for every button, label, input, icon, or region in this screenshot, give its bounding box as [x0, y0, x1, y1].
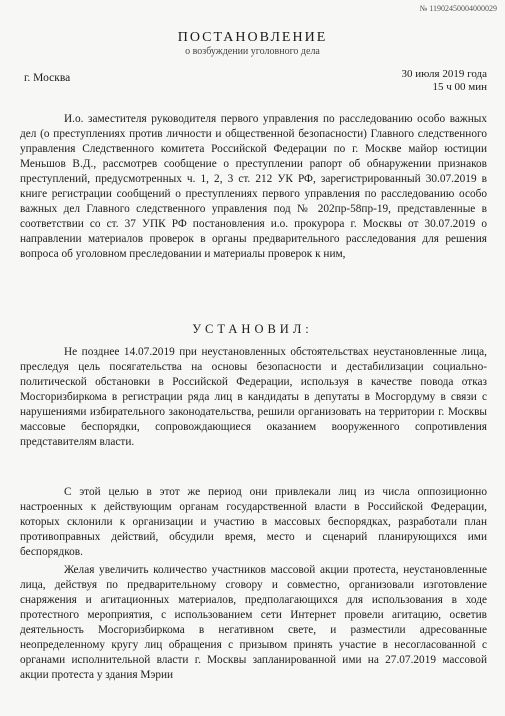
paragraph-intro: И.о. заместителя руководителя первого управления по расследованию особо важных дел (о преступлениях против личности и общественной безопасности) Главного следственного управления Следственного комитета Российской Федерации по г. Москве майор юстиции Меньшов В.Д., рассмотрев сообщение о преступлении рапорт об обнаружении признаков преступлений, предусмотренных ч. 1, 2, 3 ст. 212 УК РФ, зарегистрированный 30.07.2019 в книге регистрации сообщений о преступлениях первого управления по расследованию особо важных дел Главного следственного управления под № 202пр-58пр-19, представленные в соответствии со ст. 37 УПК РФ постановления и.о. прокурора г. Москвы от 30.07.2019 о направлении материалов проверок в органы предварительного расследования для решения вопроса об уголовном преследовании и материалы проверок к ним, [20, 113, 487, 260]
date-time [401, 68, 487, 94]
document-title: ПОСТАНОВЛЕНИЕ [177, 30, 328, 45]
date: 30 июля 2019 года [401, 68, 487, 80]
section-heading: УСТАНОВИЛ: [192, 322, 313, 336]
document-subtitle: о возбуждении уголовного дела [185, 46, 320, 57]
city: г. Москва [24, 72, 71, 84]
paragraph-purpose: С этой целью в этот же период они привлекали лиц из числа оппозиционно настроенных к действующим органам государственной власти в Российской Федерации, которых склонили к организации и участию в массовых беспорядках, разработали план противоправных действий, обсудили время, место и сценарий планирующихся ими беспорядков. [20, 486, 487, 558]
time: 15 ч 00 мин [432, 81, 487, 93]
document-number: № 11902450004000029 [419, 4, 497, 13]
paragraph-actions: Желая увеличить количество участников массовой акции протеста, неустановленные лица, действуя по предварительному сговору и совместно, организовали изготовление снаряжения и агитационных материалов, предполагающихся для использования в ходе протестного мероприятия, с использованием сети Интернет провели агитацию, осветив деятельность Мосгоризбиркома в негативном свете, и разместили адресованные неопределенному кругу лиц обращения с призывом принять участие в несогласованной с органами исполнительной власти г. Москвы запланированной ими на 27.07.2019 массовой акции протеста у здания Мэрии [20, 564, 487, 681]
paragraph-established: Не позднее 14.07.2019 при неустановленных обстоятельствах неустановленные лица, преследуя цель посягательства на основы безопасности и дестабилизации социально-политической обстановки в Российской Федерации, используя в качестве повода отказ Мосгоризбиркома в регистрации ряда лиц в кандидаты в депутаты в Мосгордуму в связи с нарушениями избирательного законодательства, решили организовать на территории г. Москвы массовые беспорядки, сопровождающиеся оказанием вооруженного сопротивления представителям власти. [20, 346, 487, 448]
